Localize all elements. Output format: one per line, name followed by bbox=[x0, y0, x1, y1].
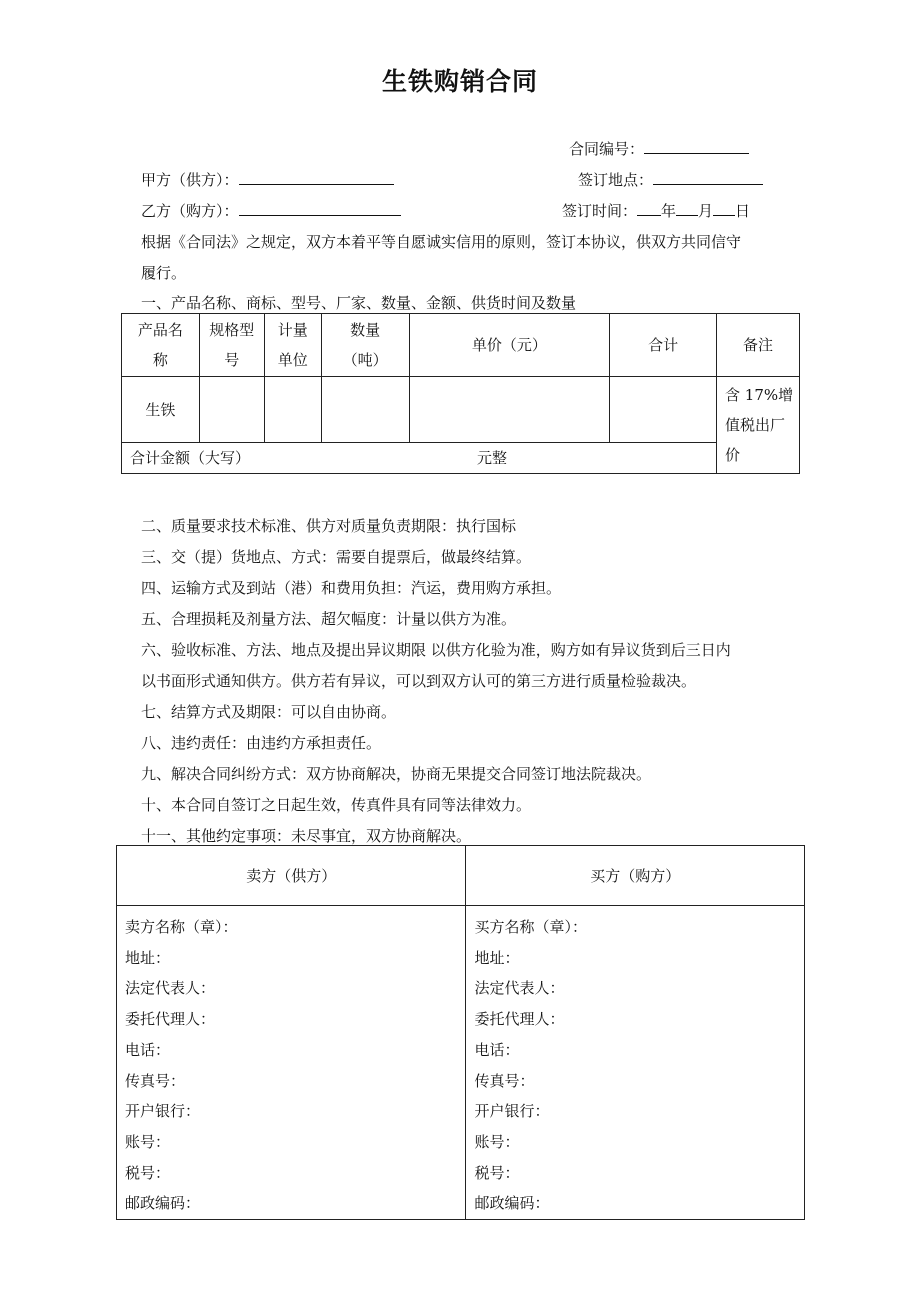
month-blank bbox=[676, 201, 698, 216]
seller-address-field: 地址： bbox=[125, 948, 171, 967]
seller-account-field: 账号： bbox=[125, 1132, 171, 1151]
cell-remark: 含 17%增 值税出厂 价 bbox=[717, 377, 800, 474]
sign-time-field bbox=[562, 200, 750, 221]
cell-quantity bbox=[321, 377, 409, 443]
product-table-header-row bbox=[122, 314, 800, 377]
cell-unit bbox=[264, 377, 321, 443]
header-unit-price: 单价（元） bbox=[409, 314, 610, 377]
buyer-agent-field: 委托代理人： bbox=[474, 1010, 565, 1029]
cell-unit-price bbox=[409, 377, 610, 443]
party-b-label: 乙方（购方）： bbox=[141, 202, 239, 220]
party-a-label: 甲方（供方）： bbox=[141, 171, 239, 189]
seller-postcode-field: 邮政编码： bbox=[125, 1194, 201, 1213]
seller-fax-field: 传真号： bbox=[125, 1071, 186, 1090]
seller-bank-field: 开户银行： bbox=[125, 1102, 201, 1121]
section-1-heading: 一、产品名称、商标、型号、厂家、数量、金额、供货时间及数量 bbox=[141, 294, 577, 312]
header-unit: 计量 单位 bbox=[264, 314, 321, 377]
header-spec-model: 规格型 号 bbox=[199, 314, 264, 377]
buyer-info bbox=[466, 906, 805, 1220]
buyer-fax-field: 传真号： bbox=[474, 1071, 535, 1090]
clause-8: 八、违约责任：由违约方承担责任。 bbox=[141, 734, 382, 752]
seller-name-field: 卖方名称（章）： bbox=[125, 918, 238, 936]
sign-place-field bbox=[578, 169, 763, 190]
cell-spec bbox=[199, 377, 264, 443]
clause-2: 二、质量要求技术标准、供方对质量负责期限：执行国标 bbox=[141, 517, 517, 535]
total-amount-label: 合计金额（大写） bbox=[130, 449, 251, 467]
header-remark: 备注 bbox=[717, 314, 800, 377]
total-amount-cell bbox=[122, 443, 717, 474]
clause-7: 七、结算方式及期限：可以自由协商。 bbox=[141, 703, 397, 721]
buyer-postcode-field: 邮政编码： bbox=[474, 1194, 550, 1213]
buyer-account-field: 账号： bbox=[474, 1132, 520, 1151]
buyer-bank-field: 开户银行： bbox=[474, 1102, 550, 1121]
header-subtotal: 合计 bbox=[610, 314, 717, 377]
clause-9: 九、解决合同纠纷方式：双方协商解决，协商无果提交合同签订地法院裁决。 bbox=[141, 765, 652, 783]
clause-11: 十一、其他约定事项：未尽事宜，双方协商解决。 bbox=[141, 827, 472, 845]
party-a-field bbox=[141, 169, 394, 190]
year-blank bbox=[637, 201, 661, 216]
contract-number-label: 合同编号： bbox=[569, 140, 645, 158]
day-label: 日 bbox=[735, 202, 751, 220]
buyer-header: 买方（购方） bbox=[466, 846, 805, 906]
seller-info bbox=[117, 906, 466, 1220]
document-title: 生铁购销合同 bbox=[381, 67, 538, 96]
seller-header: 卖方（供方） bbox=[117, 846, 466, 906]
seller-agent-field: 委托代理人： bbox=[125, 1010, 216, 1029]
buyer-phone-field: 电话： bbox=[474, 1040, 520, 1059]
clause-6-line-1: 六、验收标准、方法、地点及提出异议期限 以供方化验为准，购方如有异议货到后三日内 bbox=[141, 641, 731, 659]
day-blank bbox=[713, 201, 735, 216]
header-product-name: 产品名 称 bbox=[122, 314, 200, 377]
total-amount-unit: 元整 bbox=[477, 449, 508, 467]
product-row bbox=[122, 377, 800, 443]
month-label: 月 bbox=[698, 202, 714, 220]
clause-5: 五、合理损耗及剂量方法、超欠幅度：计量以供方为准。 bbox=[141, 610, 517, 628]
intro-line-1: 根据《合同法》之规定，双方本着平等自愿诚实信用的原则，签订本协议，供双方共同信守 bbox=[141, 233, 742, 251]
seller-tax-id-field: 税号： bbox=[125, 1163, 171, 1182]
product-table bbox=[121, 313, 800, 474]
sign-time-label: 签订时间： bbox=[562, 202, 638, 220]
buyer-tax-id-field: 税号： bbox=[474, 1163, 520, 1182]
clause-6-line-2: 以书面形式通知供方。供方若有异议，可以到双方认可的第三方进行质量检验裁决。 bbox=[141, 672, 697, 690]
intro-line-2: 履行。 bbox=[141, 264, 187, 282]
clause-4: 四、运输方式及到站（港）和费用负担：汽运，费用购方承担。 bbox=[141, 579, 562, 597]
party-b-blank bbox=[239, 201, 401, 216]
sign-place-blank bbox=[653, 170, 763, 185]
cell-product-name: 生铁 bbox=[122, 377, 200, 443]
signature-info-row bbox=[117, 906, 805, 1220]
seller-legal-rep-field: 法定代表人： bbox=[125, 979, 216, 998]
party-b-field bbox=[141, 200, 401, 221]
buyer-legal-rep-field: 法定代表人： bbox=[474, 979, 565, 998]
cell-subtotal bbox=[610, 377, 717, 443]
sign-place-label: 签订地点： bbox=[578, 171, 654, 189]
signature-table bbox=[116, 845, 805, 1220]
seller-phone-field: 电话： bbox=[125, 1040, 171, 1059]
contract-number-blank bbox=[644, 139, 749, 154]
buyer-name-field: 买方名称（章）： bbox=[474, 918, 587, 936]
total-row bbox=[122, 443, 800, 474]
header-quantity: 数量 （吨） bbox=[321, 314, 409, 377]
clause-10: 十、本合同自签订之日起生效，传真件具有同等法律效力。 bbox=[141, 796, 532, 814]
clause-3: 三、交（提）货地点、方式：需要自提票后，做最终结算。 bbox=[141, 548, 532, 566]
year-label: 年 bbox=[661, 202, 677, 220]
signature-header-row bbox=[117, 846, 805, 906]
contract-number-field bbox=[569, 138, 749, 159]
party-a-blank bbox=[239, 170, 394, 185]
buyer-address-field: 地址： bbox=[474, 948, 520, 967]
